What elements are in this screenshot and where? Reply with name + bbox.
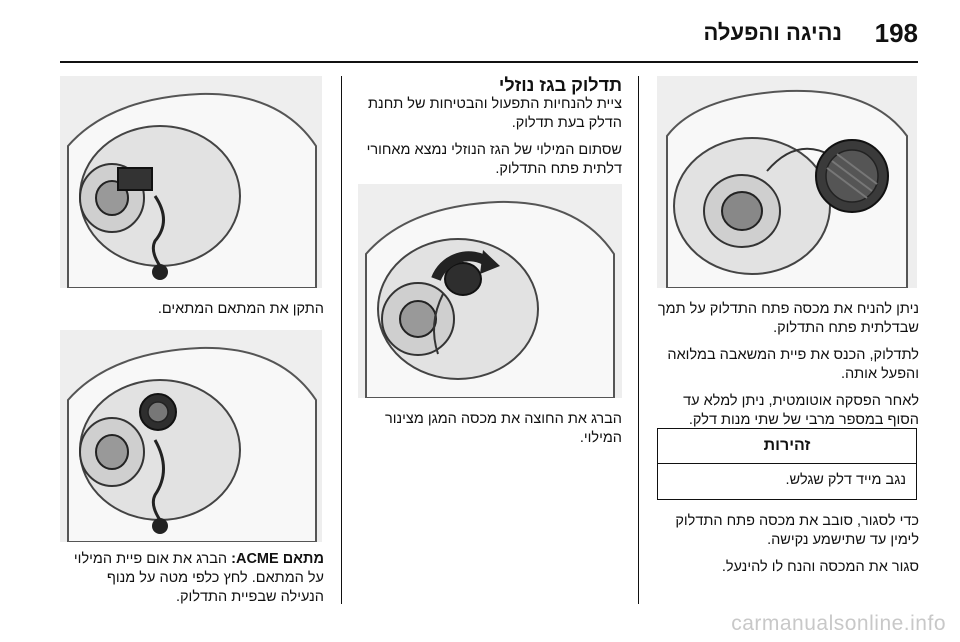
acme-adapter-instructions: הברג את אום פיית המילוי על המתאם. לחץ כלפי מטה על מנוף הנעילה שבפיית התדלוק. [73, 551, 324, 605]
column-divider-right [638, 76, 639, 604]
caption-install-adapter: התקן את המתאם המתאים. [157, 301, 324, 317]
caption-unscrew-cap: הברג את החוצה את מכסה המגן מצינור המילוי. [385, 411, 622, 446]
lpg-protective-cap-figure [358, 184, 622, 398]
caption-acme-adapter [60, 550, 324, 607]
right-column-text-lower [657, 512, 919, 577]
paragraph-lpg-valve-location: שסתום המילוי של הגז הנוזלי נמצא מאחורי דלתית פתח התדלוק. [366, 142, 622, 177]
fuel-cap-on-holder-figure [657, 76, 917, 288]
left-column-caption-2 [60, 550, 324, 607]
adapter-install-figure [60, 76, 322, 288]
right-column-text [657, 300, 919, 430]
section-title: נהיגה והפעלה [703, 20, 842, 45]
middle-column-caption [358, 410, 622, 448]
header-rule [60, 61, 918, 63]
paragraph-close-cap: כדי לסגור, סובב את מכסה פתח התדלוק לימין עד שתישמע נקישה. [675, 513, 919, 548]
acme-adapter-figure [60, 330, 322, 542]
acme-adapter-label: מתאם ACME: [231, 551, 324, 567]
paragraph-insert-nozzle: לתדלוק, הכנס את פיית המשאבה במלואה והפעל אותה. [667, 347, 919, 382]
lpg-refuel-heading: תדלוק בגז נוזלי [498, 75, 622, 95]
watermark: carmanualsonline.info [731, 612, 946, 635]
caution-title: זהירות [658, 429, 916, 464]
left-column-caption-1 [60, 300, 324, 319]
paragraph-auto-shutoff: לאחר הפסקה אוטומטית, ניתן למלא עד הסוף במספר מרבי של שתי מנות דלק. [683, 393, 919, 428]
caution-text: נגב מייד דלק שגלש. [785, 472, 906, 488]
column-divider-left [341, 76, 342, 604]
paragraph-lpg-safety: ציית להנחיות התפעול והבטיחות של תחנת הדלק בעת תדלוק. [368, 96, 622, 131]
middle-column-text [358, 76, 622, 179]
paragraph-close-flap: סגור את המכסה והנח לו להינעל. [721, 559, 919, 575]
page-number: 198 [874, 18, 918, 48]
caution-box [657, 428, 917, 500]
caption-cap-holder: ניתן להניח את מכסה פתח התדלוק על תמך שבדלתית פתח התדלוק. [657, 301, 919, 336]
